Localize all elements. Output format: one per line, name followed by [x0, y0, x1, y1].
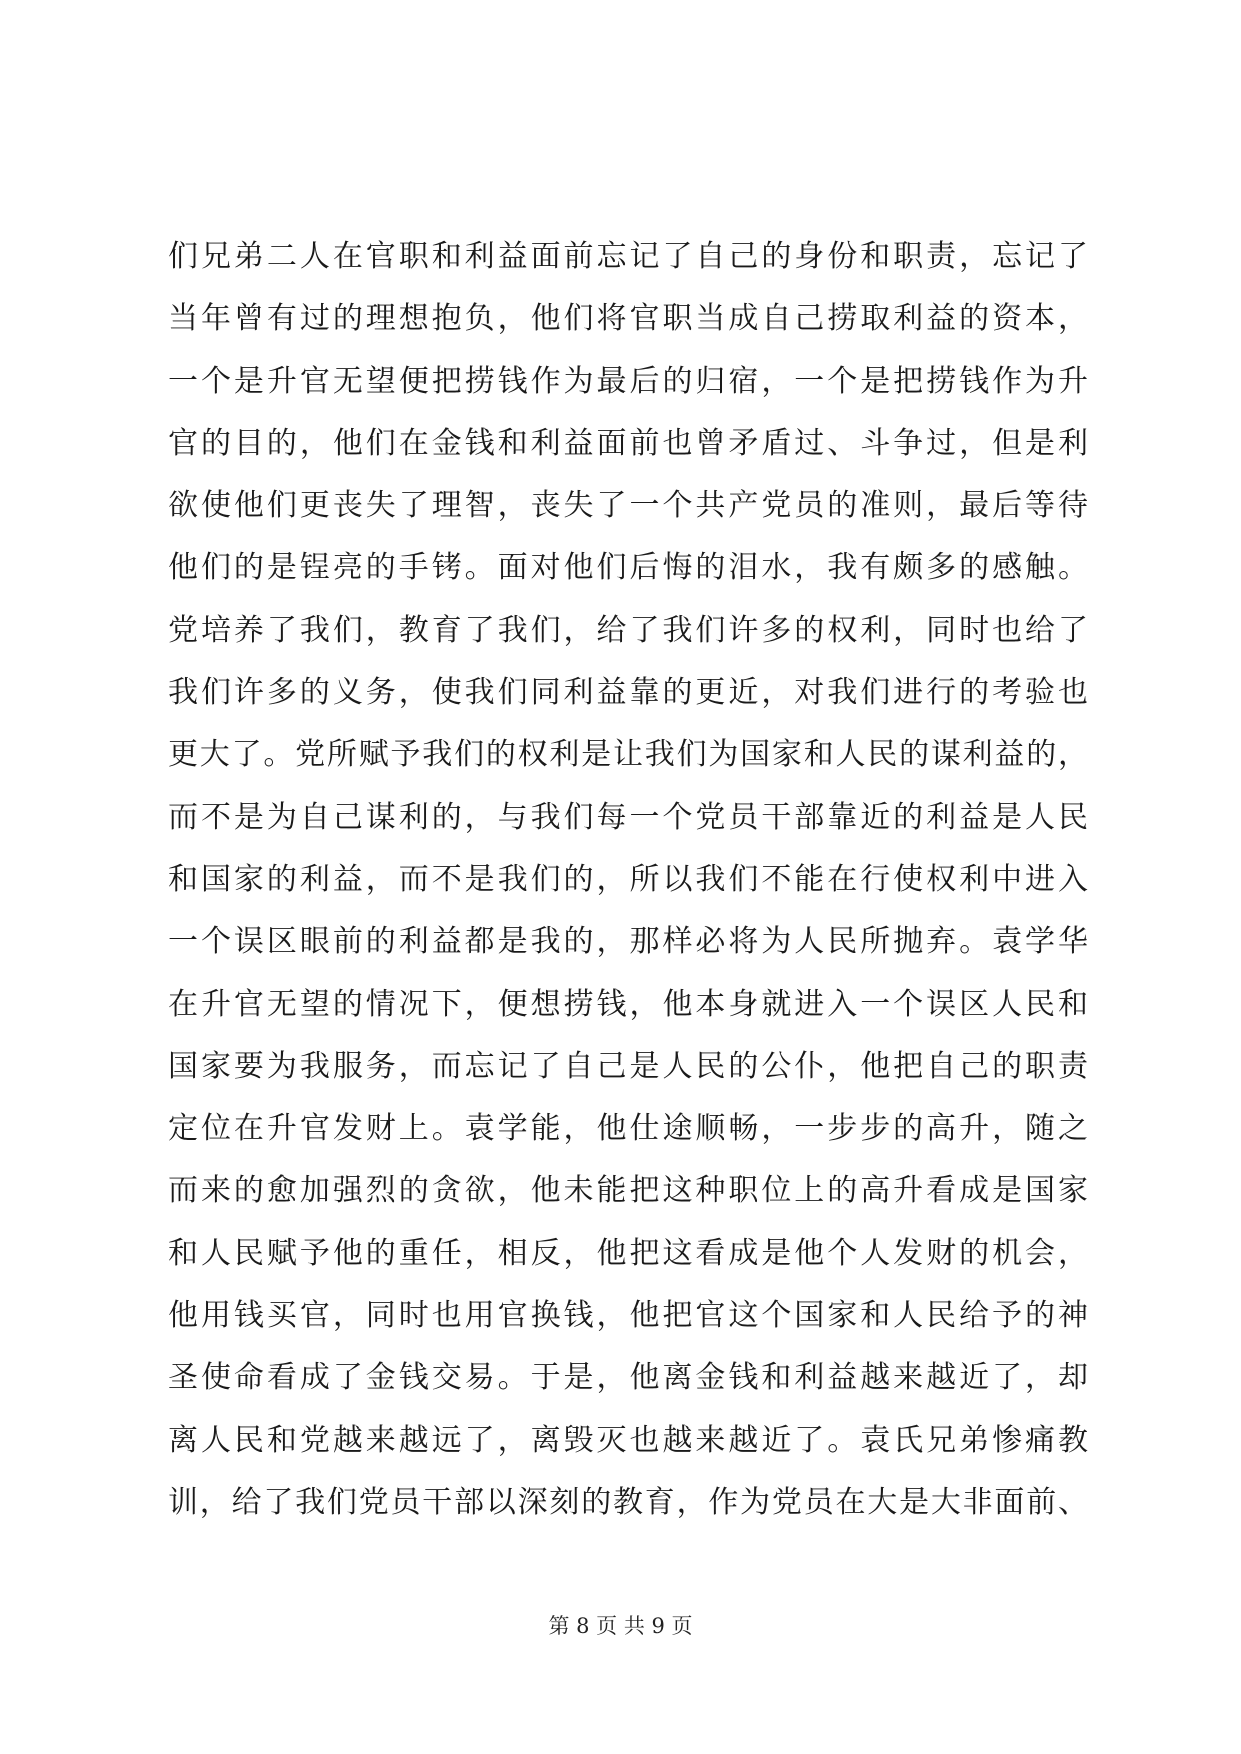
text-line: 他用钱买官，同时也用官换钱，他把官这个国家和人民给予的神 — [168, 1298, 1088, 1334]
text-line: 定位在升官发财上。袁学能，他仕途顺畅，一步步的高升，随之 — [168, 1111, 1088, 1147]
text-line: 他们的是锃亮的手铐。面对他们后悔的泪水，我有颇多的感触。 — [168, 550, 1088, 586]
text-line: 训，给了我们党员干部以深刻的教育，作为党员在大是大非面前、 — [168, 1484, 1088, 1520]
body-text — [168, 226, 1088, 1534]
text-line: 国家要为我服务，而忘记了自己是人民的公仆，他把自己的职责 — [168, 1048, 1088, 1084]
text-line: 一个误区眼前的利益都是我的，那样必将为人民所抛弃。袁学华 — [168, 924, 1088, 960]
text-line: 离人民和党越来越远了，离毁灭也越来越近了。袁氏兄弟惨痛教 — [168, 1422, 1088, 1458]
text-line: 在升官无望的情况下，便想捞钱，他本身就进入一个误区人民和 — [168, 986, 1088, 1022]
text-line: 而不是为自己谋利的，与我们每一个党员干部靠近的利益是人民 — [168, 799, 1088, 835]
page-number-footer: 第 8 页 共 9 页 — [548, 1614, 693, 1638]
text-line: 欲使他们更丧失了理智，丧失了一个共产党员的准则，最后等待 — [168, 488, 1088, 524]
text-line: 和国家的利益，而不是我们的，所以我们不能在行使权利中进入 — [168, 861, 1088, 897]
text-line: 一个是升官无望便把捞钱作为最后的归宿，一个是把捞钱作为升 — [168, 363, 1088, 399]
text-line: 党培养了我们，教育了我们，给了我们许多的权利，同时也给了 — [168, 612, 1088, 648]
text-line: 我们许多的义务，使我们同利益靠的更近，对我们进行的考验也 — [168, 675, 1088, 711]
text-line: 更大了。党所赋予我们的权利是让我们为国家和人民的谋利益的， — [168, 737, 1088, 773]
text-line: 而来的愈加强烈的贪欲，他未能把这种职位上的高升看成是国家 — [168, 1173, 1088, 1209]
text-line: 和人民赋予他的重任，相反，他把这看成是他个人发财的机会， — [168, 1235, 1088, 1271]
text-line: 官的目的，他们在金钱和利益面前也曾矛盾过、斗争过，但是利 — [168, 425, 1088, 461]
text-line: 们兄弟二人在官职和利益面前忘记了自己的身份和职责，忘记了 — [168, 239, 1088, 274]
text-line: 圣使命看成了金钱交易。于是，他离金钱和利益越来越近了，却 — [168, 1360, 1088, 1396]
text-line: 当年曾有过的理想抱负，他们将官职当成自己捞取利益的资本， — [168, 301, 1088, 337]
